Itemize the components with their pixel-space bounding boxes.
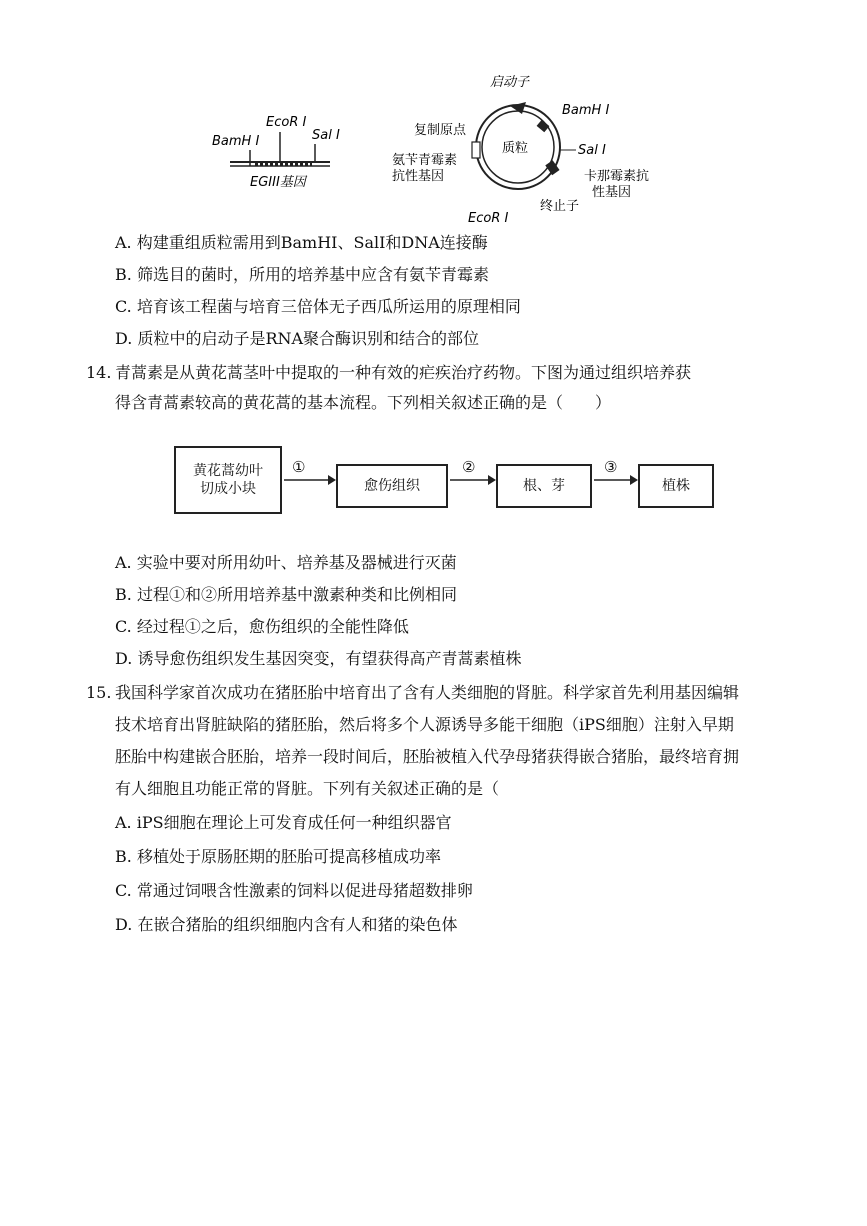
q15-option-c-label: C.: [115, 881, 132, 900]
q15-stem-line1: 我国科学家首次成功在猪胚胎中培育出了含有人类细胞的肾脏。科学家首先利用基因编辑: [115, 683, 740, 702]
plasmid-ring: [392, 74, 653, 226]
plasmid-figure: [200, 62, 670, 232]
q14-option-b-text: 过程①和②所用培养基中激素种类和比例相同: [136, 585, 457, 604]
q13-option-a-text: 构建重组质粒需用到BamHI、SalI和DNA连接酶: [136, 233, 488, 252]
q15-stem-line2: 技术培育出肾脏缺陷的猪胚胎，然后将多个人源诱导多能干细胞（iPS细胞）注射入早期: [115, 715, 734, 734]
q13-option-b-label: B.: [115, 265, 132, 284]
q14-option-d: [115, 648, 521, 670]
promoter-label: 启动子: [490, 75, 530, 90]
bamhi-site-label: BamH I: [562, 103, 610, 118]
q15-option-c-text: 常通过饲喂含性激素的饲料以促进母猪超数排卵: [136, 881, 473, 900]
flow-arrow-2: [448, 470, 496, 490]
ecori-site-label: EcoR I: [468, 211, 509, 226]
flow-box-plant-text: 植株: [662, 478, 690, 494]
q14-stem-line1: 青蒿素是从黄花蒿茎叶中提取的一种有效的疟疾治疗药物。下图为通过组织培养获: [115, 363, 692, 382]
q15-option-a-text: iPS细胞在理论上可发育成任何一种组织器官: [136, 813, 452, 832]
flow-step-3: ③: [604, 458, 618, 476]
flow-box-root-bud-text: 根、芽: [523, 478, 565, 494]
flow-box-leaf-text: 黄花蒿幼叶切成小块: [193, 463, 263, 497]
q14-option-d-label: D.: [115, 649, 133, 668]
q14-option-a-label: A.: [115, 553, 132, 572]
amp-gene-label: [392, 152, 461, 184]
q15-option-d: [115, 914, 457, 936]
q14-option-b: [115, 584, 457, 606]
q15-option-b: [115, 846, 441, 868]
amp-gene-line1: 氨苄青霉素: [392, 153, 458, 168]
q13-option-b: [115, 264, 489, 286]
q14-option-c-label: C.: [115, 617, 132, 636]
flow-step-2: ②: [462, 458, 476, 476]
terminator-label: 终止子: [540, 199, 580, 214]
q13-option-c-label: C.: [115, 297, 132, 316]
plasmid-label: 质粒: [502, 141, 529, 156]
flow-arrow-3: [592, 470, 638, 490]
q13-option-d: [115, 328, 479, 350]
sali-site-label: Sal I: [578, 143, 606, 158]
q15-stem-line4: 有人细胞且功能正常的肾脏。下列有关叙述正确的是（: [115, 779, 500, 798]
q15-option-d-label: D.: [115, 915, 133, 934]
q13-option-a-label: A.: [115, 233, 132, 252]
q13-option-d-text: 质粒中的启动子是RNA聚合酶识别和结合的部位: [137, 329, 480, 348]
q14-option-c-text: 经过程①之后，愈伤组织的全能性降低: [136, 617, 409, 636]
gene-sali-label: Sal I: [312, 128, 340, 143]
kan-gene-line1: 卡那霉素抗: [584, 169, 650, 184]
q15-option-a-label: A.: [115, 813, 132, 832]
q13-option-a: [115, 232, 488, 254]
q14-stem-line2: 得含青蒿素较高的黄花蒿的基本流程。下列相关叙述正确的是（ ）: [115, 393, 612, 412]
q13-option-b-text: 筛选目的菌时，所用的培养基中应含有氨苄青霉素: [136, 265, 489, 284]
q14-number: 14.: [86, 363, 112, 382]
q15-option-c: [115, 880, 473, 902]
flow-box-plant: [638, 464, 714, 508]
q15-option-b-label: B.: [115, 847, 132, 866]
q14-flow-diagram: [170, 440, 730, 520]
q14-option-b-label: B.: [115, 585, 132, 604]
kan-gene-label: [584, 168, 653, 200]
kan-gene-line2: 性基因: [592, 185, 632, 200]
gene-name-label: EGIII基因: [250, 175, 306, 190]
flow-arrow-1: [282, 470, 336, 490]
gene-bamhi-label: BamH I: [212, 134, 260, 149]
q15-number: 15.: [86, 683, 112, 702]
q14-option-d-text: 诱导愈伤组织发生基因突变，有望获得高产青蒿素植株: [137, 649, 522, 668]
q15-option-a: [115, 812, 452, 834]
flow-box-callus: [336, 464, 448, 508]
q13-option-c: [115, 296, 521, 318]
gene-ecori-label: EcoR I: [266, 115, 307, 130]
replication-origin-label: 复制原点: [414, 123, 467, 138]
flow-box-callus-text: 愈伤组织: [364, 478, 420, 494]
q14-option-c: [115, 616, 409, 638]
q14-option-a: [115, 552, 457, 574]
q14-option-a-text: 实验中要对所用幼叶、培养基及器械进行灭菌: [136, 553, 457, 572]
flow-box-leaf: [174, 446, 282, 514]
q15-stem-line3: 胚胎中构建嵌合胚胎，培养一段时间后，胚胎被植入代孕母猪获得嵌合猪胎，最终培育拥: [115, 747, 740, 766]
q13-option-d-label: D.: [115, 329, 133, 348]
flow-box-root-bud: [496, 464, 592, 508]
q15-option-d-text: 在嵌合猪胎的组织细胞内含有人和猪的染色体: [137, 915, 458, 934]
flow-step-1: ①: [292, 458, 306, 476]
q15-option-b-text: 移植处于原肠胚期的胚胎可提高移植成功率: [136, 847, 441, 866]
amp-gene-line2: 抗性基因: [392, 169, 445, 184]
gene-fragment: [212, 115, 340, 190]
q13-option-c-text: 培育该工程菌与培育三倍体无子西瓜所运用的原理相同: [136, 297, 521, 316]
